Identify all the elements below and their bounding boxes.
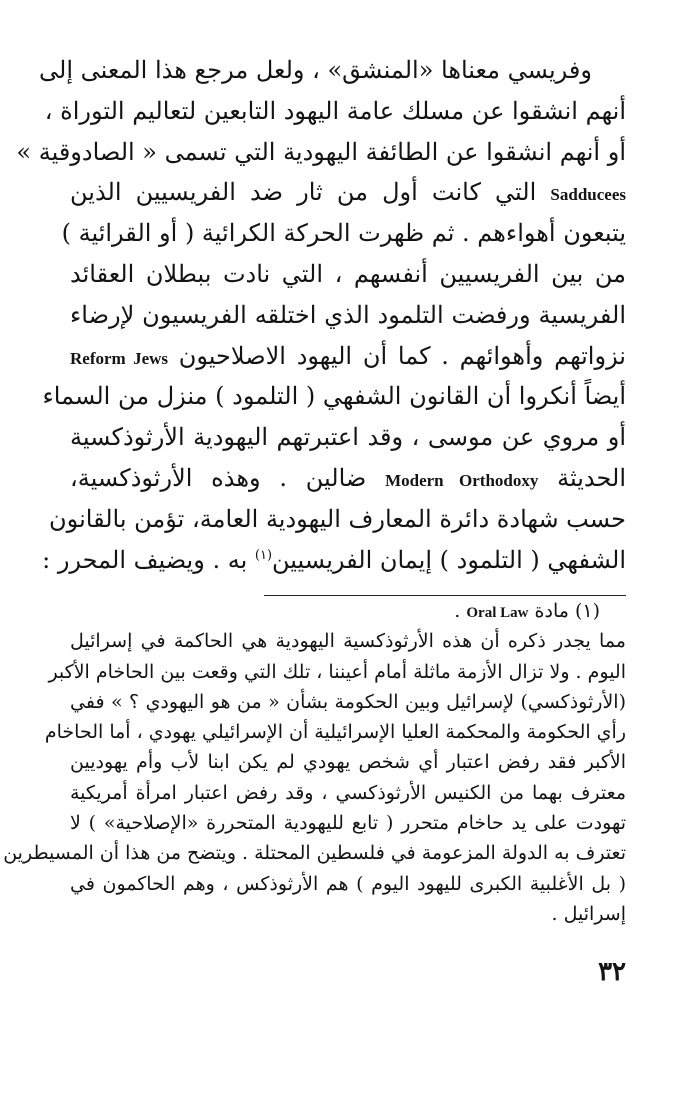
footnote-line: تهودت على يد حاخام متحرر ( تابع لليهودية المتحررة «الإصلاحية» ) لا: [70, 812, 626, 835]
footnote-line: مما يجدر ذكره أن هذه الأرثوذكسية اليهودية هي الحاكمة في إسرائيل: [70, 630, 626, 653]
latin-term: Reform Jews: [70, 348, 169, 368]
text-line: أو مروي عن موسى ، وقد اعتبرتهم اليهودية الأرثوذكسية: [70, 423, 626, 452]
page-number: ٣٢: [598, 957, 626, 987]
text-line: أو أنهم انشقوا عن الطائفة اليهودية التي تسمى « الصادوقية »: [16, 137, 626, 166]
latin-term: Sadducees: [550, 185, 626, 205]
text-line: الفريسية ورفضت التلمود الذي اختلقه الفريسيون لإرضاء: [70, 300, 626, 329]
footnote-line: إسرائيل .: [551, 902, 626, 925]
footnote-marker: (١): [254, 547, 273, 563]
footnote-line: (الأرثوذكسي) لإسرائيل وبين الحكومة بشأن « من هو اليهودي ؟ » ففي: [70, 690, 626, 713]
text-line: وفريسي معناها «المنشق» ، ولعل مرجع هذا المعنى إلى: [39, 56, 592, 84]
text-line: Sadducees التي كانت أول من ثار ضد الفريسيين الذين: [70, 178, 626, 207]
latin-term: Oral Law: [466, 605, 529, 621]
text-line: من بين الفريسيين أنفسهم ، التي نادت ببطلان العقائد: [70, 259, 626, 288]
footnote-line: ( بل الأغلبية الكبرى لليهود اليوم ) هم الأرثوذكس ، وهم الحاكمون في: [70, 872, 626, 895]
text-line: أيضاً أنكروا أن القانون الشفهي ( التلمود ) منزل من السماء: [42, 382, 626, 411]
footnotes: [3, 596, 626, 929]
footnote-line: اليوم . ولا تزال الأزمة ماثلة أمام أعيننا ، تلك التي وقعت بين الحاخام الأكبر: [48, 660, 626, 683]
text-line: الشفهي ( التلمود ) إيمان الفريسيين$^{(١)}$ به . ويضيف المحرر :: [42, 545, 626, 574]
text-line: الحديثة Modern Orthodoxy ضالين . وهذه الأرثوذكسية،: [70, 463, 626, 492]
footnote-line: رأي الحكومة والمحكمة العليا الإسرائيلية أن الإسرائيلي يهودي ، أما الحاخام: [44, 721, 626, 744]
footnote-line: (١) مادة Oral Law .: [454, 600, 600, 622]
footnote-line: معترف بهما من الكنيس الأرثوذكسي ، وقد رفض اعتبار امرأة أمريكية: [70, 781, 626, 804]
footnote-line: تعترف به الدولة المزعومة في فلسطين المحتلة . ويتضح من هذا أن المسيطرين: [3, 842, 626, 865]
footnote-line: الأكبر فقد رفض اعتبار أي شخص يهودي لم يكن ابنا لأب وأم يهوديين: [70, 751, 626, 774]
text-line: أنهم انشقوا عن مسلك عامة اليهود التابعين لتعاليم التوراة ،: [44, 96, 626, 125]
text-line: حسب شهادة دائرة المعارف اليهودية العامة، تؤمن بالقانون: [49, 504, 626, 533]
text-line: يتبعون أهواءهم . ثم ظهرت الحركة الكرائية ( أو القرائية ): [61, 219, 626, 248]
text-line: نزواتهم وأهوائهم . كما أن اليهود الاصلاحيون Reform Jews: [70, 341, 626, 370]
main-text: [16, 50, 626, 580]
latin-term: Modern Orthodoxy: [385, 470, 539, 490]
